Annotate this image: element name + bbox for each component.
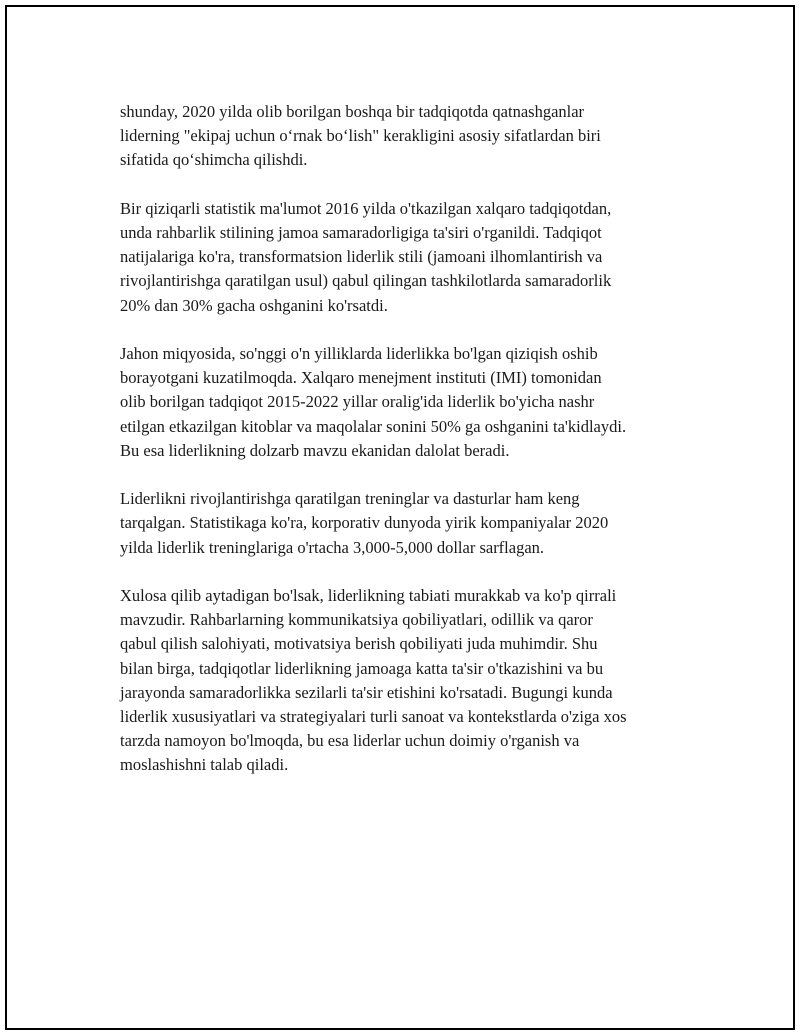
- text-line: unda rahbarlik stilining jamoa samaradorligiga ta'siri o'rganildi. Tadqiqot: [120, 223, 602, 242]
- text-line: moslashishni talab qiladi.: [120, 755, 289, 775]
- text-line: bilan birga, tadqiqotlar liderlikning jamoaga katta ta'sir o'tkazishini va bu: [120, 658, 604, 678]
- text-line: Bu esa liderlikning dolzarb mavzu ekanidan dalolat beradi.: [120, 440, 510, 460]
- text-line: etilgan etkazilgan kitoblar va maqolalar sonini 50% ga oshganini ta'kidlaydi.: [120, 416, 627, 436]
- text-line: mavzudir. Rahbarlarning kommunikatsiya qobiliyatlari, odillik va qaror: [120, 610, 593, 630]
- text-line: Liderlikni rivojlantirishga qaratilgan treninglar va dasturlar ham keng: [120, 489, 580, 509]
- text-line: borayotgani kuzatilmoqda. Xalqaro menejment instituti (IMI) tomonidan: [120, 368, 602, 388]
- paragraph-3: [120, 342, 700, 463]
- text-line: shunday, 2020 yilda olib borilgan boshqa bir tadqiqotda qatnashganlar: [120, 102, 585, 121]
- text-line: tarqalgan. Statistikaga ko'ra, korporativ dunyoda yirik kompaniyalar 2020: [120, 513, 609, 533]
- text-line: 20% dan 30% gacha oshganini ko'rsatdi.: [120, 295, 388, 315]
- text-line: sifatida qo‘shimcha qilishdi.: [120, 150, 308, 170]
- text-line: Xulosa qilib aytadigan bo'lsak, liderlikning tabiati murakkab va ko'p qirrali: [120, 586, 617, 605]
- text-line: natijalariga ko'ra, transformatsion liderlik stili (jamoani ilhomlantirish va: [120, 247, 603, 267]
- text-line: liderning "ekipaj uchun o‘rnak bo‘lish" kerakligini asosiy sifatlardan biri: [120, 126, 601, 146]
- text-line: jarayonda samaradorlikka sezilarli ta'sir etishini ko'rsatadi. Bugungi kunda: [120, 682, 613, 702]
- text-line: qabul qilish salohiyati, motivatsiya berish qobiliyati juda muhimdir. Shu: [120, 634, 598, 654]
- text-line: tarzda namoyon bo'lmoqda, bu esa liderlar uchun doimiy o'rganish va: [120, 731, 580, 751]
- text-line: yilda liderlik treninglariga o'rtacha 3,000-5,000 dollar sarflagan.: [120, 537, 545, 557]
- text-line: olib borilgan tadqiqot 2015-2022 yillar oralig'ida liderlik bo'yicha nashr: [120, 392, 595, 412]
- text-line: Bir qiziqarli statistik ma'lumot 2016 yilda o'tkazilgan xalqaro tadqiqotdan,: [120, 198, 612, 218]
- text-line: liderlik xususiyatlari va strategiyalari turli sanoat va kontekstlarda o'ziga xos: [120, 707, 627, 727]
- document-page: [5, 5, 795, 1030]
- text-line: Jahon miqyosida, so'nggi o'n yilliklarda liderlikka bo'lgan qiziqish oshib: [120, 344, 598, 363]
- document-body: [120, 100, 700, 802]
- paragraph-5: [120, 584, 700, 778]
- paragraph-4: [120, 487, 700, 560]
- text-line: rivojlantirishga qaratilgan usul) qabul qilingan tashkilotlarda samaradorlik: [120, 271, 612, 291]
- paragraph-2: [120, 197, 700, 318]
- paragraph-1: [120, 100, 700, 173]
